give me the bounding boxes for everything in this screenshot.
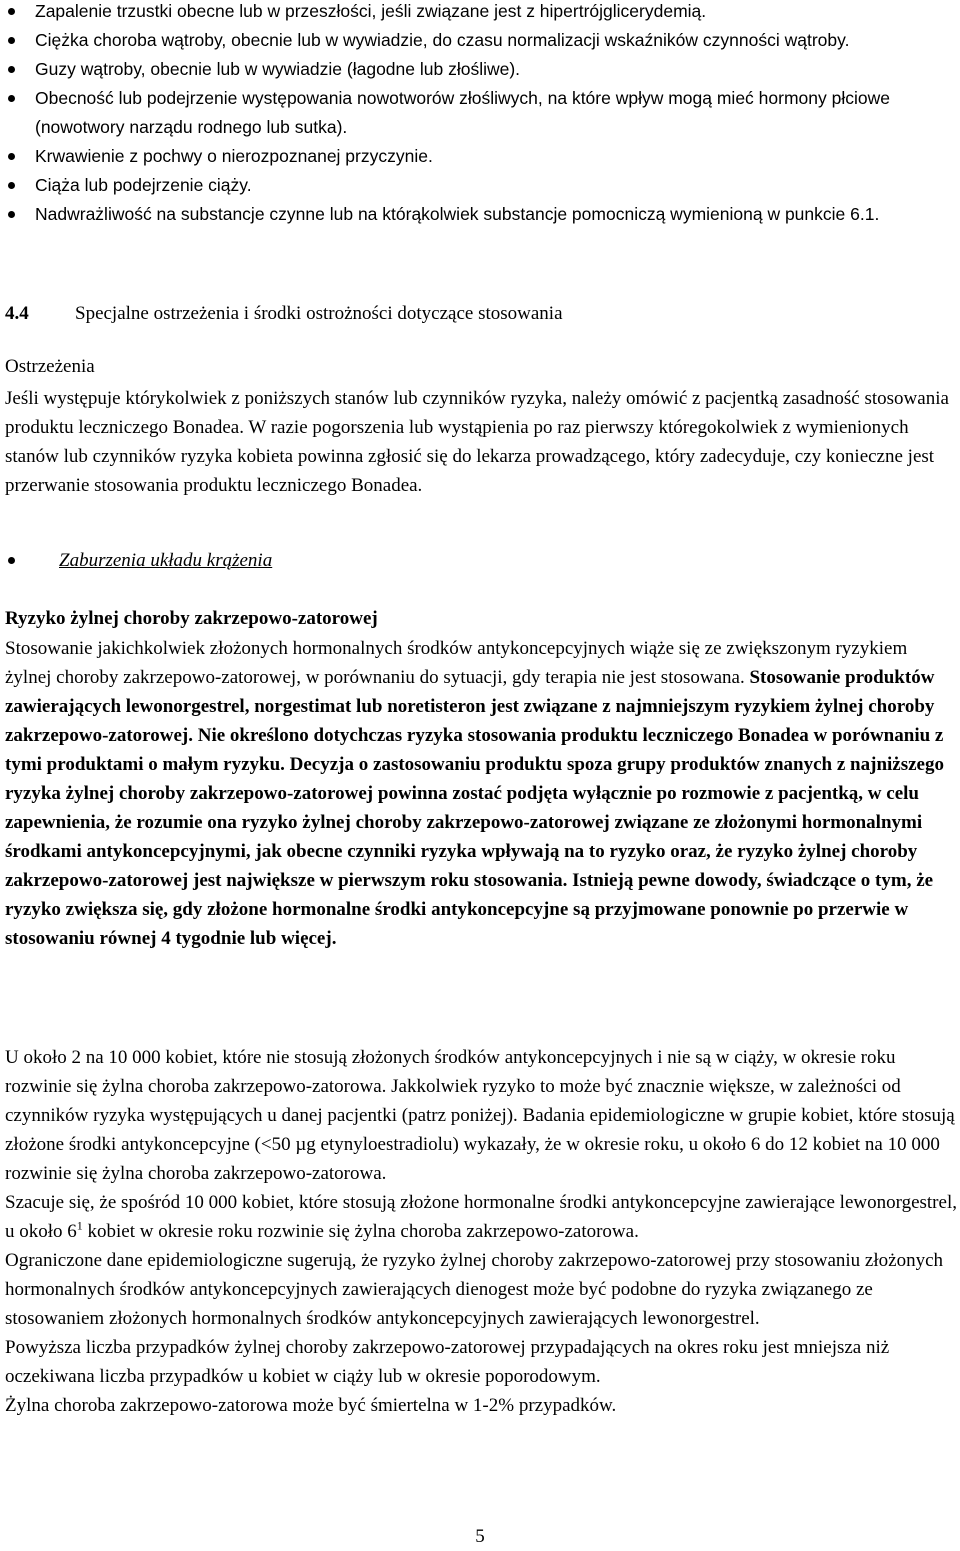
list-item: Zapalenie trzustki obecne lub w przeszłości, jeśli związane jest z hipertrójglicerydemią. (0, 0, 955, 26)
contraindication-list (0, 0, 955, 229)
section-title: Specjalne ostrzeżenia i środki ostrożności dotyczące stosowania (75, 303, 563, 324)
bullet-icon (8, 557, 15, 564)
bullet-icon (8, 182, 15, 189)
warnings-body: Jeśli występuje którykolwiek z poniższych stanów lub czynników ryzyka, należy omówić z pacjentką zasadność stosowania produktu leczniczego Bonadea. W razie pogorszenia lub wystąpienia po raz pierwszy któregokolwiek z wymienionych stanów lub czynników ryzyka kobieta powinna zgłosić się do lekarza prowadzącego, który zadecyduje, czy konieczne jest przerwanie stosowania produktu leczniczego Bonadea. (5, 388, 949, 496)
list-item: Krwawienie z pochwy o nierozpoznanej przyczynie. (0, 142, 955, 171)
paragraph: Ograniczone dane epidemiologiczne sugerują, że ryzyko żylnej choroby zakrzepowo-zatorowej przy stosowaniu złożonych hormonalnych środków antykoncepcyjnych zawierających dienogest może być podobne do ryzyka związanego ze stosowaniem złożonych hormonalnych środków antykoncepcyjnych zawierających lewonorgestrel. (5, 1250, 944, 1329)
bullet-icon (8, 95, 15, 102)
list-item: Nadwrażliwość na substancje czynne lub na którąkolwiek substancje pomocniczą wymienioną w punkcie 6.1. (0, 200, 955, 229)
warnings-title: Ostrzeżenia (5, 356, 95, 377)
section-heading (5, 299, 957, 328)
bullet-icon (8, 153, 15, 160)
bullet-icon (8, 211, 15, 218)
subsection-heading (0, 546, 950, 575)
paragraph: Żylna choroba zakrzepowo-zatorowa może być śmiertelna w 1-2% przypadków. (5, 1395, 617, 1416)
paragraph: Szacuje się, że spośród 10 000 kobiet, które stosują złożone hormonalne środki antykoncepcyjne zawierające lewonorgestrel, u około $6^1$ kobiet w okresie roku rozwinie się żylna choroba zakrzepowo-zatorowa. (5, 1192, 957, 1242)
list-item: Guzy wątroby, obecnie lub w wywiadzie (łagodne lub złośliwe). (0, 55, 955, 84)
paragraph: U około 2 na 10 000 kobiet, które nie stosują złożonych środków antykoncepcyjnych i nie są w ciąży, w okresie roku rozwinie się żylna choroba zakrzepowo-zatorowa. Jakkolwiek ryzyko to może być znacznie większe, w zależności od czynników ryzyka występujących u danej pacjentki (patrz poniżej). Badania epidemiologiczne w grupie kobiet, które stosują złożone środki antykoncepcyjne (<50 µg etynyloestradiolu) wykazały, że w okresie roku, u około 6 do 12 kobiet na 10 000 rozwinie się żylna choroba zakrzepowo-zatorowa. (5, 1047, 955, 1184)
page-number: 5 (475, 1526, 485, 1547)
bullet-icon (8, 8, 15, 15)
list-item: Ciąża lub podejrzenie ciąży. (0, 171, 955, 200)
vte-title: Ryzyko żylnej choroby zakrzepowo-zatorowej (5, 608, 378, 629)
bullet-icon (8, 37, 15, 44)
paragraph: Powyższa liczba przypadków żylnej choroby zakrzepowo-zatorowej przypadających na okres roku jest mniejsza niż oczekiwana liczba przypadków u kobiet w ciąży lub w okresie poporodowym. (5, 1337, 890, 1387)
subsection-title: Zaburzenia układu krążenia (59, 550, 273, 571)
vte-body: Stosowanie jakichkolwiek złożonych hormonalnych środków antykoncepcyjnych wiąże się ze zwiększonym ryzykiem żylnej choroby zakrzepowo-zatorowej, w porównaniu do sytuacji, gdy terapia nie jest stosowana. Stosowanie produktów zawierających lewonorgestrel, norgestimat lub noretisteron jest związane z najmniejszym ryzykiem żylnej choroby zakrzepowo-zatorowej. Nie określono dotychczas ryzyka stosowania produktu leczniczego Bonadea w porównaniu z tymi produktami o małym ryzyku. Decyzja o zastosowaniu produktu spoza grupy produktów znanych z najniższego ryzyka żylnej choroby zakrzepowo-zatorowej powinna zostać podjęta wyłącznie po rozmowie z pacjentką, w celu zapewnienia, że rozumie ona ryzyko żylnej choroby zakrzepowo-zatorowej związane ze złożonymi hormonalnymi środkami antykoncepcyjnymi, jak obecne czynniki ryzyka wpływają na to ryzyko oraz, że ryzyko żylnej choroby zakrzepowo-zatorowej jest największe w pierwszym roku stosowania. Istnieją pewne dowody, świadczące o tym, że ryzyko zwiększa się, gdy złożone hormonalne środki antykoncepcyjne są przyjmowane ponownie po przerwie w stosowaniu równej 4 tygodnie lub więcej. (5, 638, 944, 949)
list-item: Ciężka choroba wątroby, obecnie lub w wywiadzie, do czasu normalizacji wskaźników czynności wątroby. (0, 26, 955, 55)
statistics-section (5, 1043, 957, 1420)
bullet-icon (8, 66, 15, 73)
section-number: 4.4 (5, 303, 29, 324)
list-item: Obecność lub podejrzenie występowania nowotworów złośliwych, na które wpływ mogą mieć hormony płciowe (nowotwory narządu rodnego lub sutka). (0, 84, 955, 142)
